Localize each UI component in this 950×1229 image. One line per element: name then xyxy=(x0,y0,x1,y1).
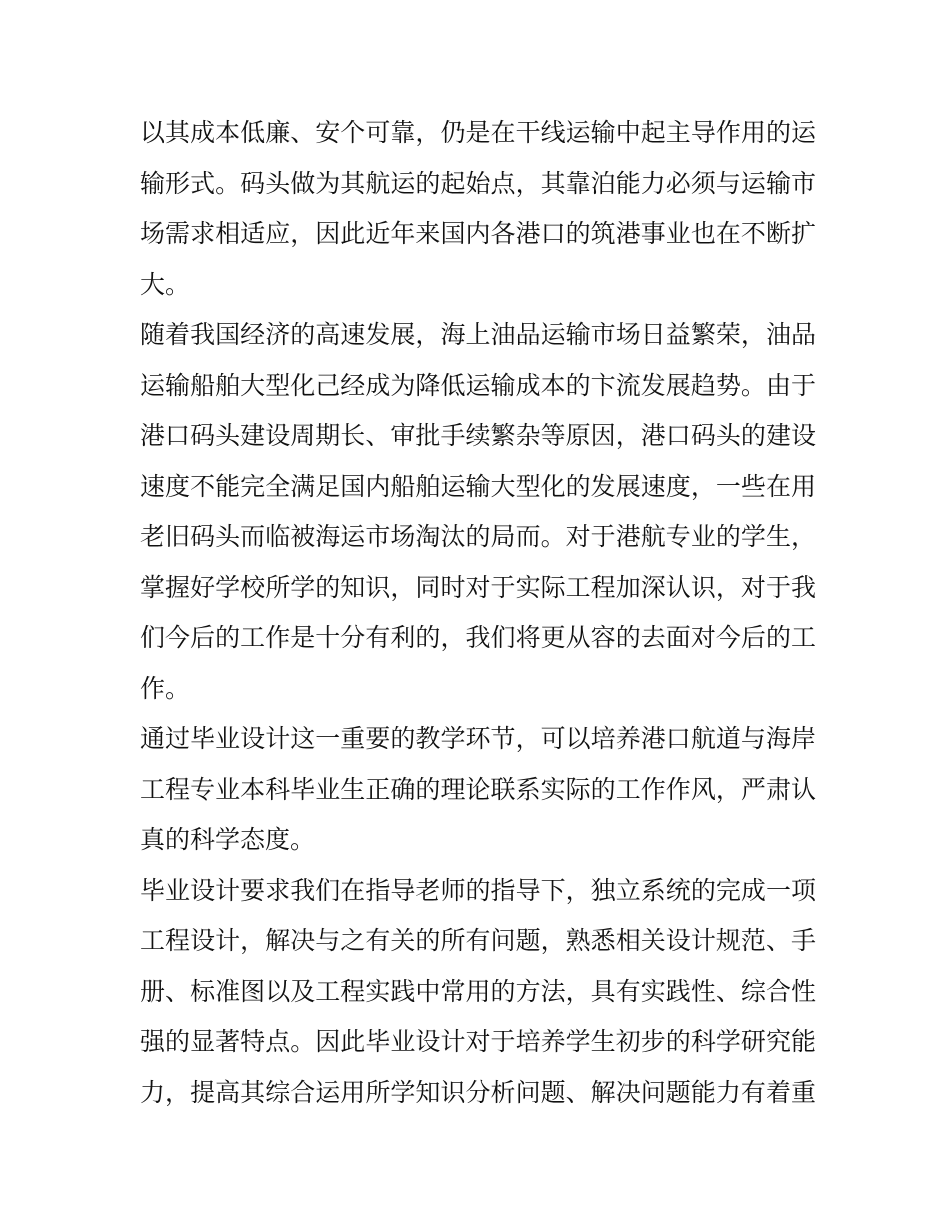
text-line: 们今后的工作是十分有利的，我们将更从容的去面对今后的工 xyxy=(140,623,816,652)
paragraph-1 xyxy=(140,108,816,310)
text-line: 场需求相适应，因此近年来国内各港口的筑港事业也在不断扩 xyxy=(140,219,816,248)
text-line: 老旧码头而临被海运市场淘汰的局而。对于港航专业的学生， xyxy=(140,522,816,551)
text-line: 毕业设计要求我们在指导老师的指导下，独立系统的完成一项 xyxy=(140,875,816,905)
text-line: 随着我国经济的高速发展，海上油品运输市场日益繁荣，油品 xyxy=(140,320,816,349)
text-line: 通过毕业设计这一重要的教学环节，可以培养港口航道与海岸 xyxy=(140,724,816,753)
text-line: 力，提高其综合运用所学知识分析问题、解决问题能力有着重 xyxy=(140,1077,816,1107)
text-line: 工程专业本科毕业生正确的理论联系实际的工作作风，严肃认 xyxy=(140,774,816,804)
text-line: 工程设计，解决与之有关的所有问题，熟悉相关设计规范、手 xyxy=(140,926,816,955)
text-line: 真的科学态度。 xyxy=(140,825,316,854)
text-line: 大。 xyxy=(140,269,191,299)
text-line: 掌握好学校所学的知识，同时对于实际工程加深认识，对于我 xyxy=(140,572,816,602)
document-body xyxy=(140,108,816,1118)
paragraph-3 xyxy=(140,714,816,866)
text-line: 速度不能完全满足国内船舶运输大型化的发展速度，一些在用 xyxy=(140,471,816,501)
text-line: 输形式。码头做为其航运的起始点，其靠泊能力必须与运输市 xyxy=(140,168,816,198)
text-line: 运输船舶大型化己经成为降低运输成本的卞流发展趋势。由于 xyxy=(140,370,816,400)
text-line: 册、标准图以及工程实践中常用的方法，具有实践性、综合性 xyxy=(140,976,816,1006)
text-line: 作。 xyxy=(140,673,191,703)
text-line: 强的显著特点。因此毕业设计对于培养学生初步的科学研究能 xyxy=(140,1027,816,1056)
text-line: 港口码头建设周期长、审批手续繁杂等原因，港口码头的建设 xyxy=(140,421,816,450)
paragraph-4 xyxy=(140,866,816,1119)
paragraph-2 xyxy=(140,310,816,714)
text-line: 以其成本低廉、安个可靠，仍是在干线运输中起主导作用的运 xyxy=(140,118,816,147)
